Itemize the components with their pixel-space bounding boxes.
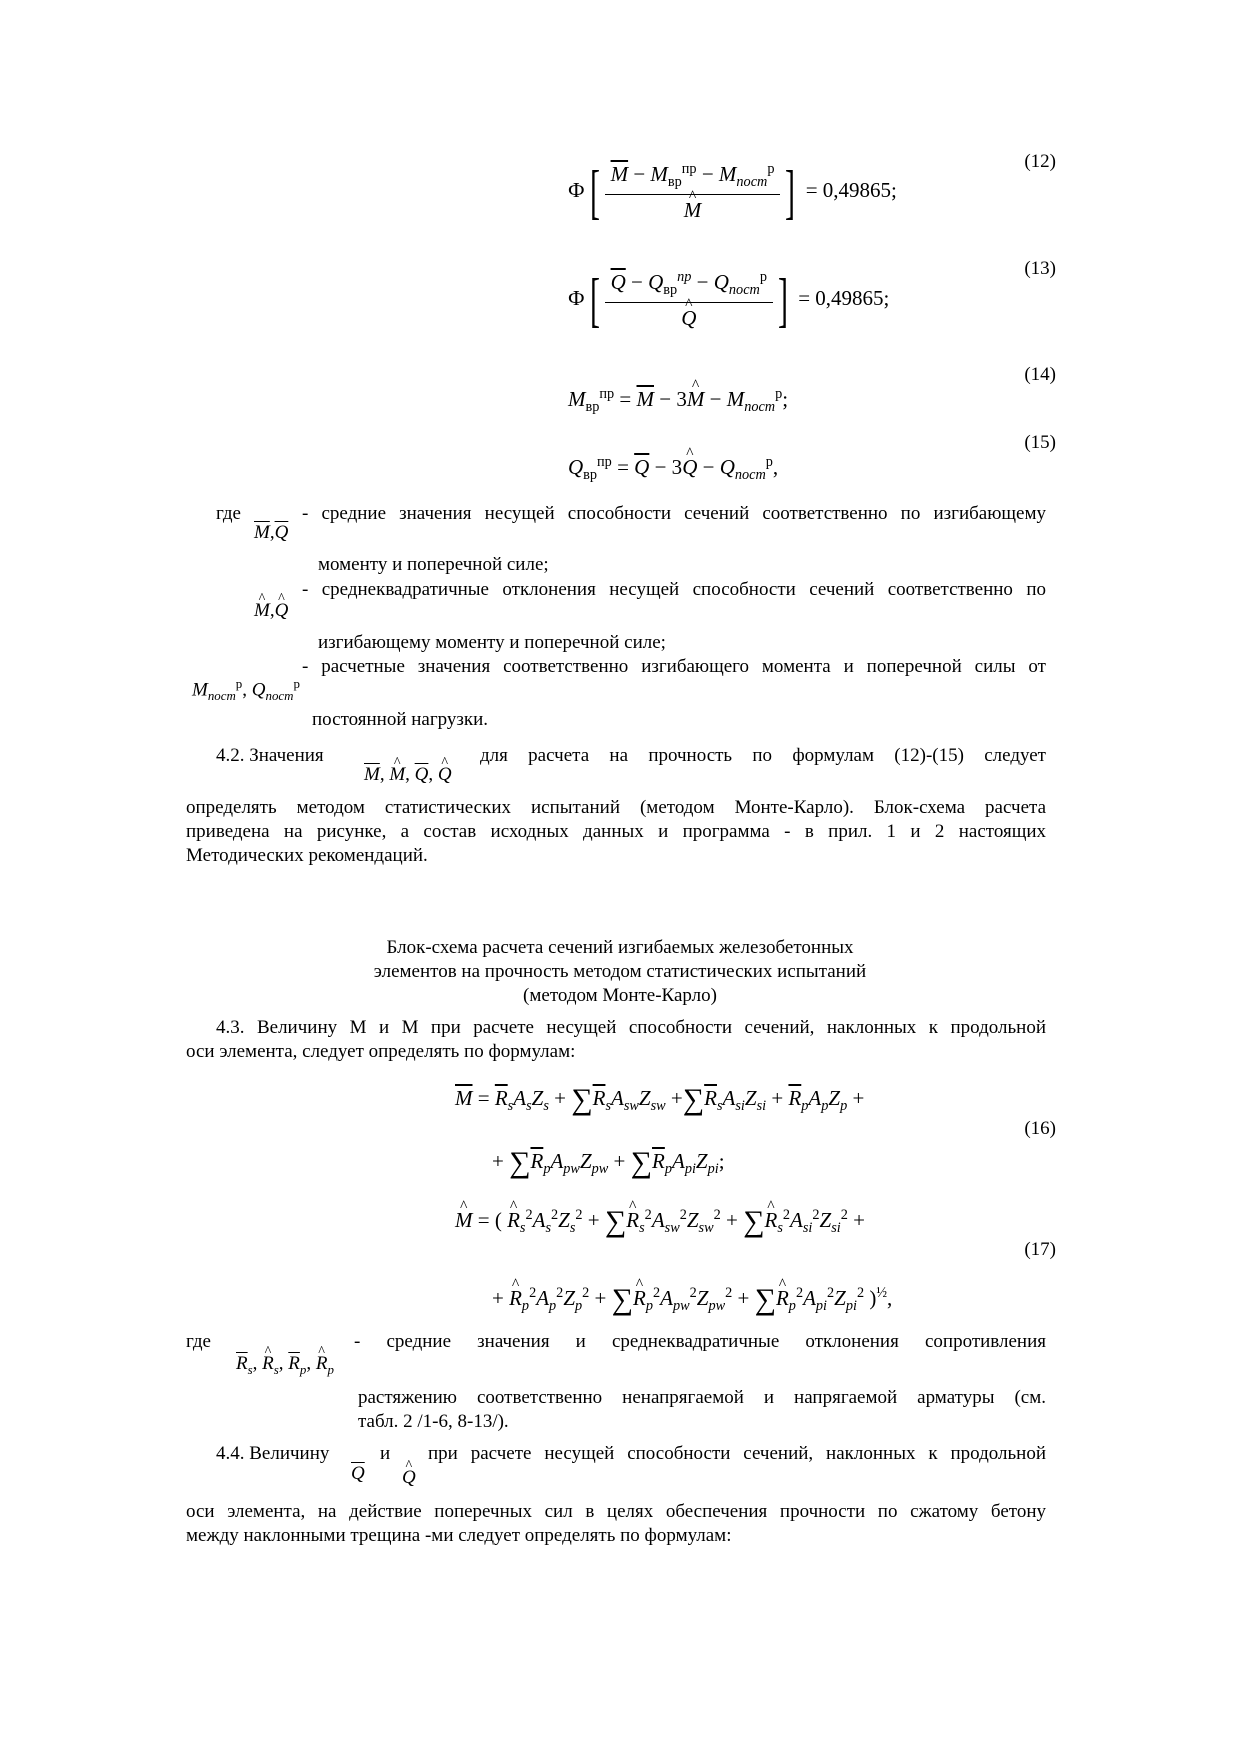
section-4-4-start: 4.4. Величину (216, 1443, 330, 1464)
formula-16-line-2: + $\sum\overline{R}_pA_{pw}Z_{pw} + \sum\overline{R}_pA_{pi}Z_{pi}$; (492, 1146, 725, 1179)
formula-15: $Q_{вр}^{пр} = \overline{Q}$ − 3^ $Q - Q_{пост}^р$, (568, 453, 778, 485)
section-4-4-and: и (380, 1443, 391, 1464)
definition-3-line2: постоянной нагрузки. (312, 709, 489, 730)
section-4-4-end: при расчете несущей способности сечений, наклонных к продольной (428, 1443, 1046, 1464)
where-label-1: где (216, 503, 241, 524)
equation-number-15: (15) (1024, 432, 1056, 453)
section-4-2-line4: Методических рекомендаций. (186, 845, 428, 866)
section-4-2-line2: определять методом статистических испытаний (методом Монте-Карло). Блок-схема расчета (186, 797, 1046, 818)
symbol-q-hat: ^ Q (402, 1466, 416, 1491)
formula-13-result: = 0,49865; (798, 285, 890, 310)
definitions-2-line1: - средние значения и среднеквадратичные отклонения сопротивления (354, 1331, 1046, 1352)
symbol-m-q-hat: ^ M,^ Q (254, 599, 288, 624)
definition-1-line2: моменту и поперечной силе; (318, 554, 549, 575)
symbol-4-2: $\overline{M}$, ^ M, $\overline{Q}$, ^ Q (364, 763, 452, 788)
formula-16-line-1: $\overline{M} = \overline{R}_sA_sZ_s + \sum\overline{R}_sA_{sw}Z_{sw} +\sum\overline{R}_sA_{si}Z_{si} + \overline{R}_pA_pZ_p$ + (455, 1083, 865, 1116)
definitions-2-line2: растяжению соответственно ненапрягаемой и напрягаемой арматуры (см. (358, 1387, 1046, 1408)
formula-17-line-2: + ^ $R_p^2A_p^2Z_p^2$ + ∑^ $R_p^2A_{pw}^2Z_{pw}^2$ + ∑^ $R_p^2A_{pi}^2Z_{pi}^2$ )$^{\frac{1}{2}}$, (492, 1280, 892, 1319)
equation-number-12: (12) (1024, 151, 1056, 172)
section-4-3-line2: оси элемента, следует определять по формулам: (186, 1041, 576, 1062)
symbol-m-q-bar: $\overline{M},\overline{Q}$ (254, 522, 289, 543)
caption-line-2: элементов на прочность методом статистических испытаний (373, 961, 867, 982)
section-4-2-start: 4.2. Значения (216, 745, 324, 766)
definition-2-line1: - среднеквадратичные отклонения несущей способности сечений соответственно по (302, 579, 1046, 600)
caption-line-3: (методом Монте-Карло) (523, 985, 717, 1006)
formula-14: $M_{вр}^{пр} = \overline{M}$ − 3^ $M - M_{пост}^р$; (568, 385, 788, 417)
formula-17-line-1: ^ M = ( ^ $R_s^2A_s^2Z_s^2$ + ∑^ $R_s^2A_{sw}^2Z_{sw}^2$ + ∑^ $R_s^2A_{si}^2Z_{si}^2$ + (455, 1202, 865, 1241)
equation-number-14: (14) (1024, 364, 1056, 385)
section-4-4-line2: оси элемента, на действие поперечных сил в целях обеспечения прочности по сжатому бетону (186, 1501, 1046, 1522)
definition-1-line1: - средние значения несущей способности сечений соответственно по изгибающему (302, 503, 1046, 524)
equation-number-17: (17) (1024, 1239, 1056, 1260)
where-label-2: где (186, 1331, 211, 1352)
section-4-4-line3: между наклонными трещина -ми следует определять по формулам: (186, 1525, 732, 1546)
definition-3-line1: - расчетные значения соответственно изгибающего момента и поперечной силы от (302, 656, 1046, 677)
symbol-q-bar: $\overline{Q}$ (351, 1463, 365, 1484)
definition-2-line2: изгибающему моменту и поперечной силе; (318, 632, 666, 653)
symbol-m-q-post: $M_{пост}^р$, $Q_{пост}^р$ (192, 676, 300, 704)
section-4-2-end: для расчета на прочность по формулам (12)-(15) следует (480, 745, 1046, 766)
equation-number-16: (16) (1024, 1118, 1056, 1139)
formula-13: Ф[ $\overline{Q} - Q_{вр}^{пр} - Q_{пост}^р$ ^ Q ] = 0,49865; (568, 268, 889, 332)
caption-line-1: Блок-схема расчета сечений изгибаемых железобетонных (386, 937, 854, 958)
section-4-3-line1: 4.3. Величину M и M при расчете несущей способности сечений, наклонных к продольной (216, 1017, 1046, 1038)
definitions-2-line3: табл. 2 /1-6, 8-13/). (358, 1411, 509, 1432)
section-4-2-line3: приведена на рисунке, а состав исходных данных и программа - в прил. 1 и 2 настоящих (186, 821, 1046, 842)
formula-12: Ф[ $\overline{M} - M_{вр}^{пр} - M_{пост}^р$ ^ M ] = 0,49865; (568, 160, 897, 224)
formula-12-result: = 0,49865; (805, 177, 897, 202)
equation-number-13: (13) (1024, 258, 1056, 279)
symbol-r-list: $\overline{R}_s$, ^ $R_s$, $\overline{R}_p$, ^ $R_p$ (236, 1352, 334, 1379)
